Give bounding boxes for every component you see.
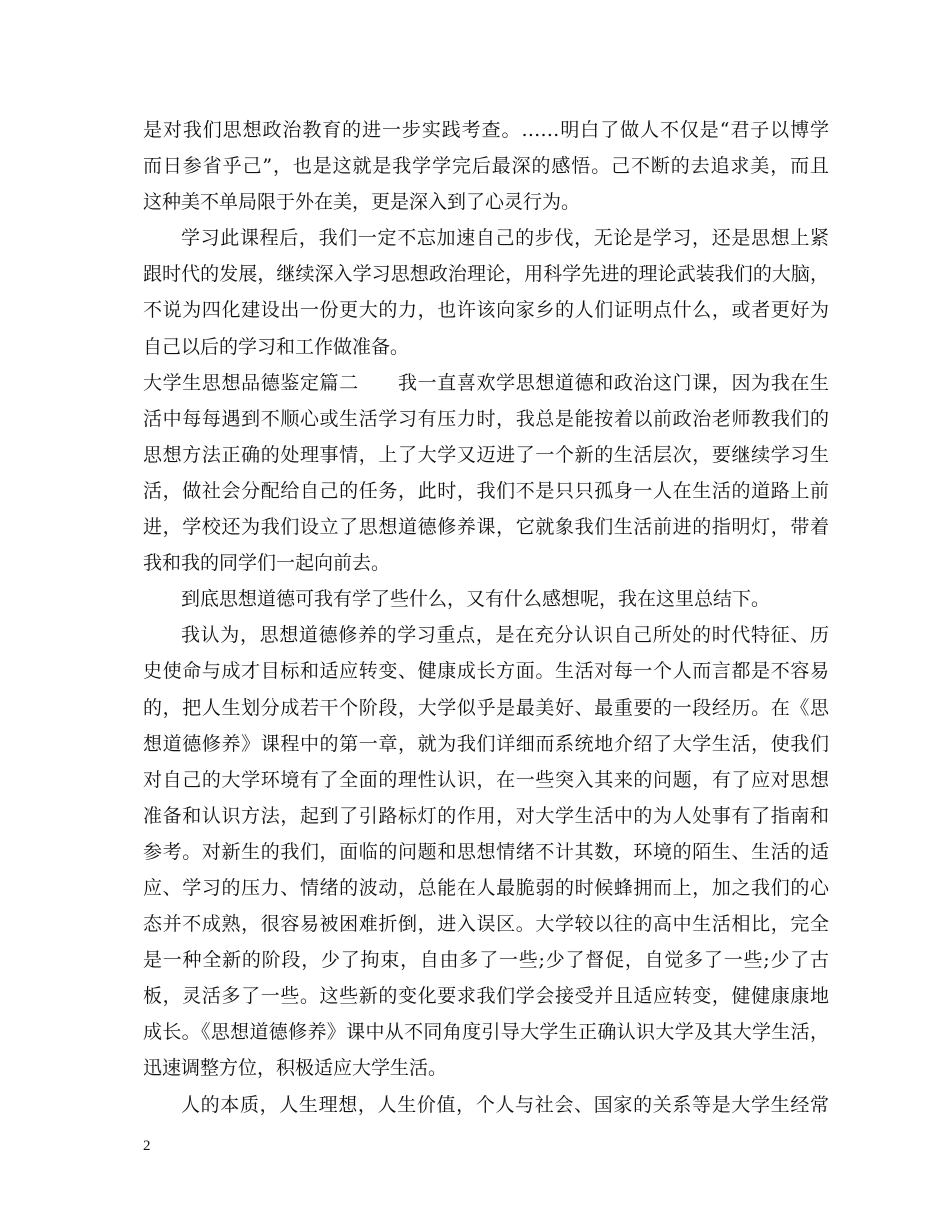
text-line: 活中每每遇到不顺心或生活学习有压力时，我总是能按着以前政治老师教我们的 [143,407,829,430]
text-line: 到底思想道德可我有学了些什么，又有什么感想呢，我在这里总结下。 [181,588,771,611]
text-line: 进，学校还为我们设立了思想道德修养课，它就象我们生活前进的指明灯，带着 [143,516,829,539]
text-line: 应、学习的压力、情绪的波动，总能在人最脆弱的时候蜂拥而上，加之我们的心 [143,876,829,899]
text-line: 成长。《思想道德修养》课中从不同角度引导大学生正确认识大学及其大学生活， [143,1021,829,1044]
text-line: 我认为，思想道德修养的学习重点，是在充分认识自己所处的时代特征、历 [181,624,829,647]
text-line: 学习此课程后，我们一定不忘加速自己的步伐，无论是学习，还是思想上紧 [181,227,829,250]
text-line: 态并不成熟，很容易被困难折倒，进入误区。大学较以往的高中生活相比，完全 [143,913,829,936]
text-line: 而日参省乎己”，也是这就是我学学完后最深的感悟。己不断的去追求美，而且 [143,155,829,178]
text-line: 迅速调整方位，积极适应大学生活。 [143,1057,448,1080]
text-line: 大学生思想品德鉴定篇二 我一直喜欢学思想道德和政治这门课，因为我在生 [143,371,829,394]
text-line: 参考。对新生的我们，面临的问题和思想情绪不计其数，环境的陌生、生活的适 [143,840,829,863]
text-line: 准备和认识方法，起到了引路标灯的作用，对大学生活中的为人处事有了指南和 [143,804,829,827]
text-line: 不说为四化建设出一份更大的力，也许该向家乡的人们证明点什么，或者更好为 [143,299,829,322]
text-line: 跟时代的发展，继续深入学习思想政治理论，用科学先进的理论武装我们的大脑， [143,263,829,286]
text-line: 这种美不单局限于外在美，更是深入到了心灵行为。 [143,191,581,214]
text-line: 是一种全新的阶段，少了拘束，自由多了一些;少了督促，自觉多了一些;少了古 [143,949,829,972]
text-line: 我和我的同学们一起向前去。 [143,552,391,575]
text-line: 活，做社会分配给自己的任务，此时，我们不是只只孤身一人在生活的道路上前 [143,479,829,502]
text-line: 人的本质，人生理想，人生价值，个人与社会、国家的关系等是大学生经常 [181,1093,829,1116]
body-text [143,112,829,1123]
text-line: 的，把人生划分成若干个阶段，大学似乎是最美好、最重要的一段经历。在《思 [143,696,829,719]
text-line: 自己以后的学习和工作做准备。 [143,335,410,358]
text-line: 思想方法正确的处理事情，上了大学又迈进了一个新的生活层次，要继续学习生 [143,443,829,466]
text-line: 板，灵活多了一些。这些新的变化要求我们学会接受并且适应转变，健健康康地 [143,985,829,1008]
text-line: 对自己的大学环境有了全面的理性认识，在一些突入其来的问题，有了应对思想 [143,768,829,791]
text-line: 史使命与成才目标和适应转变、健康成长方面。生活对每一个人而言都是不容易 [143,660,829,683]
text-line: 是对我们思想政治教育的进一步实践考查。……明白了做人不仅是“君子以博学 [143,119,829,141]
text-line: 想道德修养》课程中的第一章，就为我们详细而系统地介绍了大学生活，使我们 [143,732,829,755]
page-number: 2 [143,1138,151,1154]
